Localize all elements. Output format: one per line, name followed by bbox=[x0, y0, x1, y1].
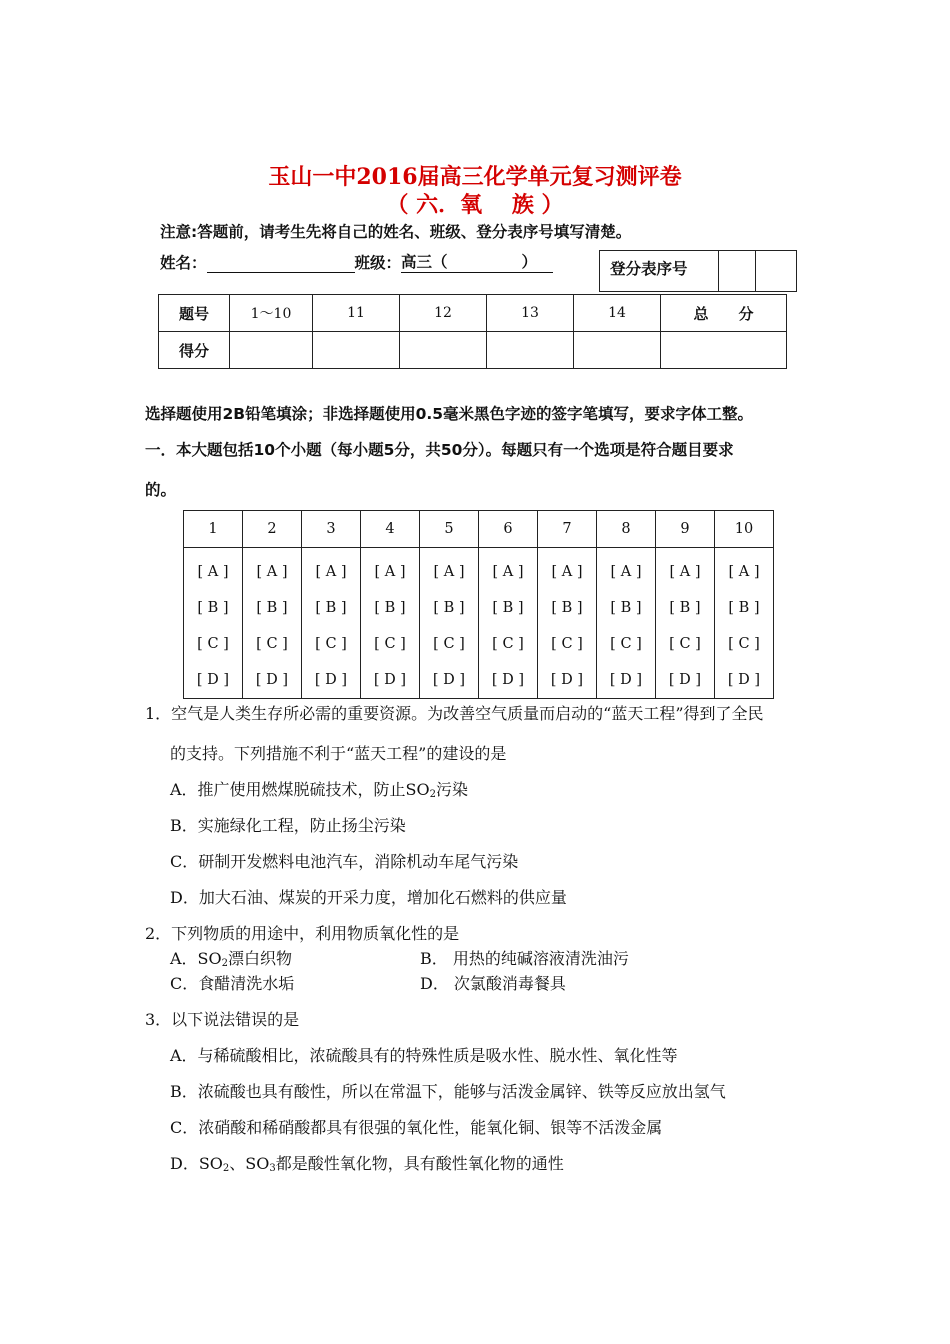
answer-bubble[interactable]: [ A ] bbox=[610, 564, 642, 580]
answer-number-9: 9 bbox=[656, 511, 715, 548]
answer-bubble[interactable]: [ C ] bbox=[256, 636, 288, 652]
answer-number-5: 5 bbox=[420, 511, 479, 548]
student-info-line bbox=[160, 250, 553, 273]
score-column-header: 13 bbox=[487, 295, 574, 332]
score-row-label: 得分 bbox=[159, 332, 230, 369]
score-cell[interactable] bbox=[313, 332, 400, 369]
answer-options-6 bbox=[479, 548, 538, 699]
id-label: 登分表序号 bbox=[600, 251, 719, 292]
answer-bubble[interactable]: [ D ] bbox=[668, 672, 702, 688]
answer-bubble[interactable]: [ B ] bbox=[492, 600, 524, 616]
name-label: 姓名： bbox=[160, 254, 207, 272]
answer-bubble[interactable]: [ B ] bbox=[374, 600, 406, 616]
answer-bubble[interactable]: [ B ] bbox=[197, 600, 229, 616]
answer-options-7 bbox=[538, 548, 597, 699]
answer-bubble[interactable]: [ B ] bbox=[551, 600, 583, 616]
score-column-header: 12 bbox=[400, 295, 487, 332]
question-1-option-c[interactable]: C．研制开发燃料电池汽车，消除机动车尾气污染 bbox=[170, 852, 519, 871]
score-cell[interactable] bbox=[230, 332, 313, 369]
answer-options-4 bbox=[361, 548, 420, 699]
class-suffix: ） bbox=[521, 253, 538, 271]
question-1-stem: 1．空气是人类生存所必需的重要资源。为改善空气质量而启动的“蓝天工程”得到了全民 bbox=[145, 704, 764, 723]
registration-id-box bbox=[599, 250, 797, 292]
total-score-cell[interactable] bbox=[661, 332, 787, 369]
answer-bubble[interactable]: [ D ] bbox=[432, 672, 466, 688]
answer-bubble[interactable]: [ A ] bbox=[728, 564, 760, 580]
answer-number-10: 10 bbox=[715, 511, 774, 548]
class-label: 班级： bbox=[354, 254, 402, 272]
answer-bubble[interactable]: [ A ] bbox=[492, 564, 524, 580]
question-1-option-d[interactable]: D．加大石油、煤炭的开采力度，增加化石燃料的供应量 bbox=[170, 888, 567, 907]
question-2-option-c[interactable]: C．食醋清洗水垢 bbox=[170, 974, 295, 993]
answer-number-7: 7 bbox=[538, 511, 597, 548]
answer-number-8: 8 bbox=[597, 511, 656, 548]
name-field[interactable] bbox=[207, 254, 355, 273]
id-digit-2[interactable] bbox=[756, 251, 797, 292]
answer-bubble[interactable]: [ A ] bbox=[197, 564, 229, 580]
answer-sheet-grid bbox=[183, 510, 774, 699]
answer-bubble[interactable]: [ B ] bbox=[256, 600, 288, 616]
answer-bubble[interactable]: [ B ] bbox=[728, 600, 760, 616]
class-prefix: 高三（ bbox=[401, 253, 448, 271]
answer-bubble[interactable]: [ C ] bbox=[374, 636, 406, 652]
answer-bubble[interactable]: [ D ] bbox=[491, 672, 525, 688]
answer-bubble[interactable]: [ C ] bbox=[728, 636, 760, 652]
question-2-option-b[interactable]: B． 用热的纯碱溶液清洗油污 bbox=[420, 949, 629, 968]
score-cell[interactable] bbox=[574, 332, 661, 369]
answer-bubble[interactable]: [ C ] bbox=[433, 636, 465, 652]
question-3-stem: 3．以下说法错误的是 bbox=[145, 1010, 300, 1029]
answer-options-1 bbox=[184, 548, 243, 699]
page-title: 玉山一中2016届高三化学单元复习测评卷 bbox=[268, 164, 682, 190]
answer-bubble[interactable]: [ A ] bbox=[256, 564, 288, 580]
question-2-option-a[interactable]: A．$SO_2$漂白织物 bbox=[170, 949, 293, 969]
question-3-option-d[interactable]: D．$SO_2$、$SO_3$都是酸性氧化物，具有酸性氧化物的通性 bbox=[170, 1154, 564, 1174]
score-column-header: 11 bbox=[313, 295, 400, 332]
question-3-option-b[interactable]: B．浓硫酸也具有酸性，所以在常温下，能够与活泼金属锌、铁等反应放出氢气 bbox=[170, 1082, 726, 1101]
answer-bubble[interactable]: [ B ] bbox=[315, 600, 347, 616]
answer-bubble[interactable]: [ B ] bbox=[610, 600, 642, 616]
question-1-option-b[interactable]: B．实施绿化工程，防止扬尘污染 bbox=[170, 816, 406, 835]
question-2-stem: 2．下列物质的用途中，利用物质氧化性的是 bbox=[145, 924, 460, 943]
answer-options-10 bbox=[715, 548, 774, 699]
answer-number-2: 2 bbox=[243, 511, 302, 548]
answer-bubble[interactable]: [ D ] bbox=[550, 672, 584, 688]
question-2-option-d[interactable]: D． 次氯酸消毒餐具 bbox=[420, 974, 566, 993]
answer-bubble[interactable]: [ D ] bbox=[314, 672, 348, 688]
answer-bubble[interactable]: [ C ] bbox=[610, 636, 642, 652]
score-cell[interactable] bbox=[400, 332, 487, 369]
answer-number-1: 1 bbox=[184, 511, 243, 548]
answer-bubble[interactable]: [ D ] bbox=[373, 672, 407, 688]
section-one-heading: 一．本大题包括10个小题（每小题5分，共50分）。每题只有一个选项是符合题目要求 bbox=[145, 441, 734, 459]
id-digit-1[interactable] bbox=[719, 251, 756, 292]
notice-text: 注意:答题前，请考生先将自己的姓名、班级、登分表序号填写清楚。 bbox=[160, 223, 632, 241]
answer-bubble[interactable]: [ C ] bbox=[315, 636, 347, 652]
question-3-option-c[interactable]: C．浓硝酸和稀硝酸都具有很强的氧化性，能氧化铜、银等不活泼金属 bbox=[170, 1118, 663, 1137]
answer-bubble[interactable]: [ C ] bbox=[197, 636, 229, 652]
question-1-stem-cont: 的支持。下列措施不利于“蓝天工程”的建设的是 bbox=[170, 744, 507, 763]
answer-bubble[interactable]: [ C ] bbox=[492, 636, 524, 652]
score-column-header: 14 bbox=[574, 295, 661, 332]
answer-options-3 bbox=[302, 548, 361, 699]
answer-options-5 bbox=[420, 548, 479, 699]
answer-bubble[interactable]: [ A ] bbox=[374, 564, 406, 580]
answer-bubble[interactable]: [ A ] bbox=[433, 564, 465, 580]
answer-bubble[interactable]: [ D ] bbox=[727, 672, 761, 688]
answer-options-9 bbox=[656, 548, 715, 699]
answer-bubble[interactable]: [ C ] bbox=[551, 636, 583, 652]
answer-instructions: 选择题使用2B铅笔填涂；非选择题使用0.5毫米黑色字迹的签字笔填写，要求字体工整。 bbox=[145, 405, 754, 423]
answer-options-2 bbox=[243, 548, 302, 699]
score-cell[interactable] bbox=[487, 332, 574, 369]
answer-bubble[interactable]: [ A ] bbox=[669, 564, 701, 580]
answer-bubble[interactable]: [ B ] bbox=[433, 600, 465, 616]
answer-bubble[interactable]: [ D ] bbox=[196, 672, 230, 688]
page-subtitle: （ 六．氧 族 ） bbox=[386, 192, 564, 218]
class-field[interactable] bbox=[401, 250, 553, 273]
answer-bubble[interactable]: [ B ] bbox=[669, 600, 701, 616]
question-number-header: 题号 bbox=[159, 295, 230, 332]
answer-bubble[interactable]: [ C ] bbox=[669, 636, 701, 652]
score-column-header: 1～10 bbox=[230, 295, 313, 332]
answer-bubble[interactable]: [ A ] bbox=[551, 564, 583, 580]
question-3-option-a[interactable]: A．与稀硫酸相比，浓硫酸具有的特殊性质是吸水性、脱水性、氧化性等 bbox=[170, 1046, 678, 1065]
score-table bbox=[158, 294, 787, 369]
answer-bubble[interactable]: [ A ] bbox=[315, 564, 347, 580]
question-1-option-a[interactable]: A．推广使用燃煤脱硫技术，防止$SO_2$污染 bbox=[170, 780, 469, 800]
answer-number-3: 3 bbox=[302, 511, 361, 548]
total-score-header: 总 分 bbox=[661, 295, 787, 332]
answer-bubble[interactable]: [ D ] bbox=[255, 672, 289, 688]
answer-options-8 bbox=[597, 548, 656, 699]
answer-bubble[interactable]: [ D ] bbox=[609, 672, 643, 688]
section-one-heading-cont: 的。 bbox=[145, 481, 177, 499]
answer-number-4: 4 bbox=[361, 511, 420, 548]
answer-number-6: 6 bbox=[479, 511, 538, 548]
